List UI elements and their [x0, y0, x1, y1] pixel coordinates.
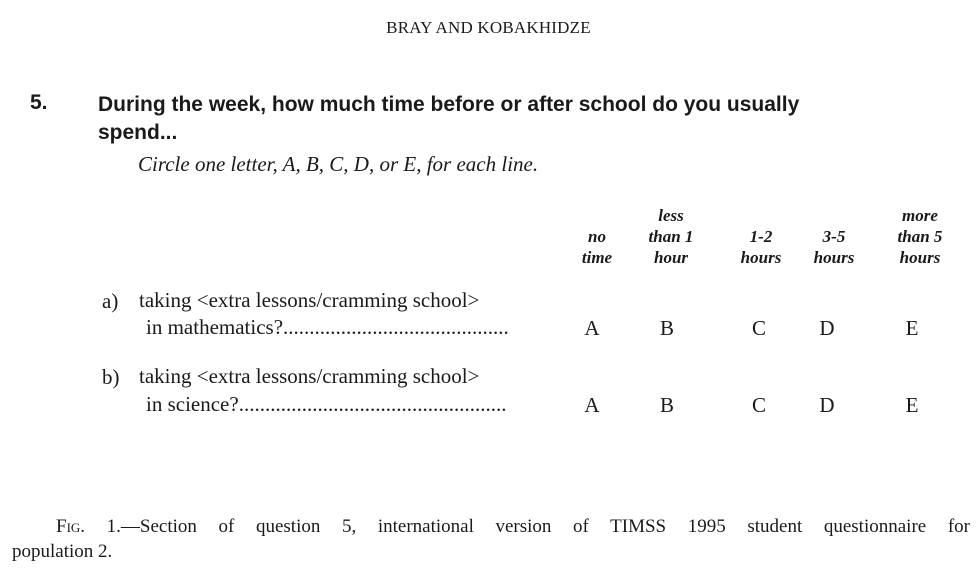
- column-header-line: no: [588, 227, 606, 246]
- question-text-line2: spend...: [98, 121, 178, 144]
- choice-b-D[interactable]: D: [819, 393, 835, 417]
- choice-b-E[interactable]: E: [905, 393, 919, 417]
- choice-b-B[interactable]: B: [659, 393, 674, 417]
- column-header-line: more: [902, 206, 938, 225]
- column-header-line: 3-5: [822, 227, 846, 246]
- caption-text-line1: Section of question 5, international version of TIMSS 1995 student questionnaire for: [139, 516, 970, 537]
- caption-line1: [12, 514, 970, 539]
- running-head: BRAY AND KOBAKHIDZE: [386, 18, 591, 37]
- item-b-line2: [146, 391, 506, 418]
- column-header-line: time: [581, 248, 613, 267]
- column-header-1-2-hours: [726, 226, 796, 268]
- choice-a-A[interactable]: A: [584, 316, 600, 340]
- item-a-label: in mathematics?: [146, 315, 284, 339]
- dot-leader: ...................................................: [238, 392, 507, 416]
- question-text: [98, 91, 918, 147]
- question-number: 5.: [30, 91, 48, 114]
- item-letter-b: b): [102, 365, 120, 389]
- item-a-line1: taking <extra lessons/cramming school>: [139, 288, 480, 312]
- caption-dash: —: [120, 516, 140, 537]
- caption-text-line2: population 2.: [12, 541, 113, 562]
- column-header-no-time: [567, 226, 627, 268]
- column-header-line: hour: [653, 248, 689, 267]
- question-text-line1: During the week, how much time before or after school do you usually: [98, 93, 800, 116]
- dot-leader: ...........................................: [283, 315, 509, 339]
- column-header-line: than 5: [897, 227, 943, 246]
- column-header-line: less: [658, 206, 684, 225]
- column-header-line: than 1: [648, 227, 694, 246]
- choice-a-C[interactable]: C: [751, 316, 766, 340]
- figure-caption: [12, 514, 970, 564]
- column-header-3-5-hours: [799, 226, 869, 268]
- choice-b-C[interactable]: C: [751, 393, 766, 417]
- column-header-line: hours: [740, 248, 782, 267]
- column-header-more-than-5-hours: [882, 205, 958, 268]
- choice-a-D[interactable]: D: [819, 316, 835, 340]
- choice-b-A[interactable]: A: [584, 393, 600, 417]
- question-instruction: Circle one letter, A, B, C, D, or E, for each line.: [138, 152, 539, 176]
- item-a-line2: [146, 314, 509, 341]
- choice-a-B[interactable]: B: [659, 316, 674, 340]
- item-b-label: in science?: [146, 392, 239, 416]
- figure-label: Fig. 1.: [56, 516, 121, 537]
- column-header-less-than-1-hour: [636, 205, 706, 268]
- item-b-line1: taking <extra lessons/cramming school>: [139, 364, 480, 388]
- column-header-line: 1-2: [749, 227, 773, 246]
- column-header-line: hours: [813, 248, 855, 267]
- choice-a-E[interactable]: E: [905, 316, 919, 340]
- item-letter-a: a): [102, 289, 119, 313]
- column-header-line: hours: [899, 248, 941, 267]
